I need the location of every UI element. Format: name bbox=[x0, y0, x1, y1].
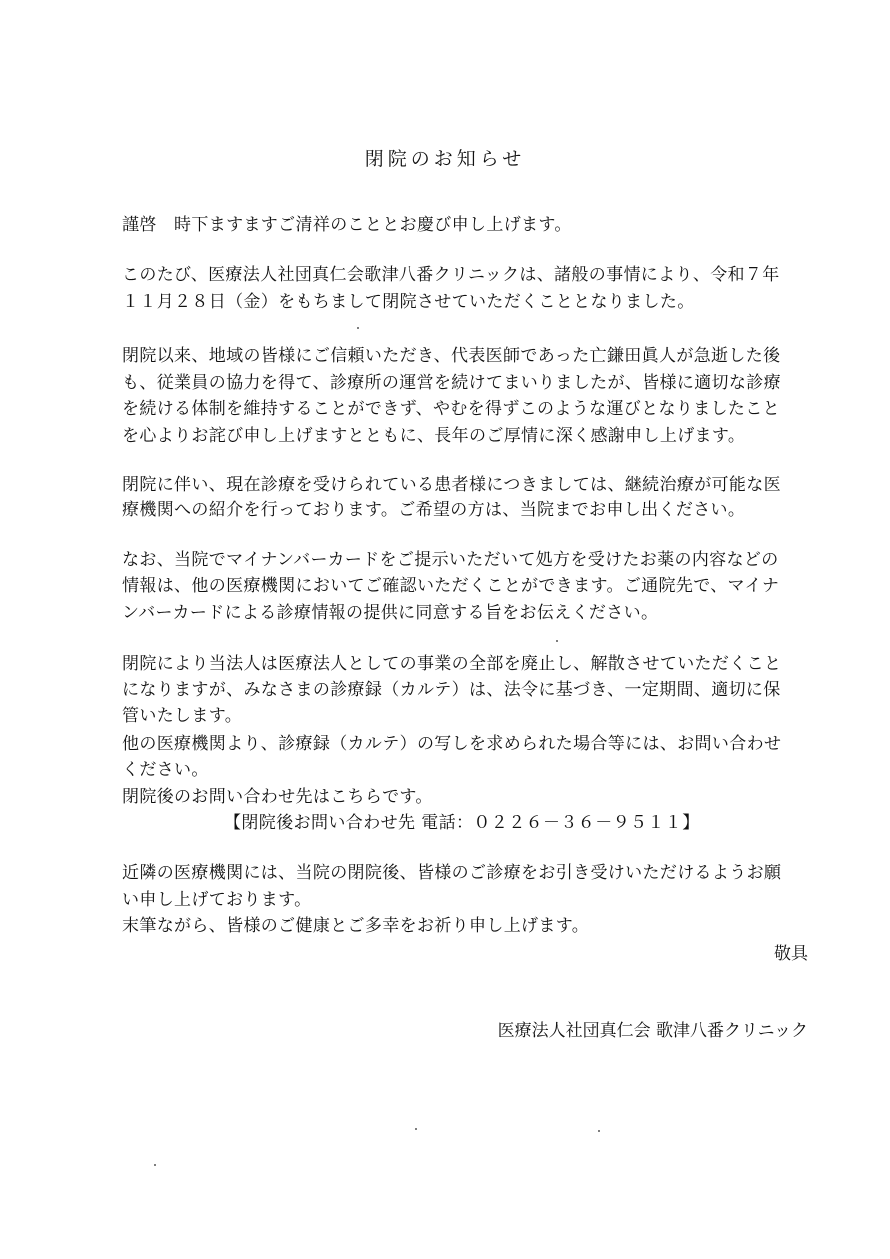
paragraph-4-line-1: なお、当院でマイナンバーカードをご提示いただいて処方を受けたお薬の内容などの bbox=[122, 550, 779, 570]
document-title: 閉院のお知らせ bbox=[364, 148, 526, 170]
contact-phone: 【閉院後お問い合わせ先 電話：０２２６－３６－９５１１】 bbox=[224, 813, 700, 833]
paragraph-5-line-2: になりますが、みなさまの診療録（カルテ）は、法令に基づき、一定期間、適切に保 bbox=[122, 680, 781, 700]
paragraph-5-line-3: 管いたします。 bbox=[122, 706, 243, 726]
closing-remark: 敬具 bbox=[774, 944, 808, 964]
paragraph-4-line-3: ンバーカードによる診療情報の提供に同意する旨をお伝えください。 bbox=[122, 603, 659, 623]
paragraph-6-line-3: 末筆ながら、皆様のご健康とご多幸をお祈り申し上げます。 bbox=[122, 916, 590, 936]
signature: 医療法人社団真仁会 歌津八番クリニック bbox=[497, 1021, 808, 1041]
paragraph-4-line-2: 情報は、他の医療機関においてご確認いただくことができます。ご通院先で、マイナ bbox=[122, 576, 780, 596]
paragraph-5-line-1: 閉院により当法人は医療法人としての事業の全部を廃止し、解散させていただくこと bbox=[122, 654, 782, 674]
scan-speck bbox=[556, 640, 558, 642]
greeting-line: 謹啓 時下ますますご清祥のこととお慶び申し上げます。 bbox=[122, 215, 572, 235]
paragraph-3-line-1: 閉院に伴い、現在診療を受けられている患者様につきましては、継続治療が可能な医 bbox=[122, 475, 781, 495]
scan-speck bbox=[415, 1128, 417, 1130]
paragraph-2-line-3: を続ける体制を維持することができず、やむを得ずこのような運びとなりましたこと bbox=[122, 399, 780, 419]
scan-speck bbox=[154, 1164, 156, 1166]
paragraph-6-line-2: い申し上げております。 bbox=[122, 890, 312, 910]
paragraph-2-line-4: を心よりお詫び申し上げますとともに、長年のご厚情に深く感謝申し上げます。 bbox=[122, 426, 746, 446]
paragraph-2-line-2: も、従業員の協力を得て、診療所の運営を続けてまいりましたが、皆様に適切な診療 bbox=[122, 373, 781, 393]
paragraph-5-line-6: 閉院後のお問い合わせ先はこちらです。 bbox=[122, 787, 433, 807]
scan-speck bbox=[357, 327, 359, 329]
scan-speck bbox=[598, 1130, 600, 1132]
paragraph-5-line-4: 他の医療機関より、診療録（カルテ）の写しを求められた場合等には、お問い合わせ bbox=[122, 734, 782, 754]
paragraph-2-line-1: 閉院以来、地域の皆様にご信頼いただき、代表医師であった亡鎌田眞人が急逝した後 bbox=[122, 346, 781, 366]
paragraph-5-line-5: ください。 bbox=[122, 760, 209, 780]
paragraph-1-line-1: このたび、医療法人社団真仁会歌津八番クリニックは、諸般の事情により、令和７年 bbox=[122, 265, 780, 285]
paragraph-6-line-1: 近隣の医療機関には、当院の閉院後、皆様のご診療をお引き受けいただけるようお願 bbox=[122, 863, 782, 883]
paragraph-1-line-2: １１月２８日（金）をもちまして閉院させていただくこととなりました。 bbox=[122, 292, 695, 312]
paragraph-3-line-2: 療機関への紹介を行っております。ご希望の方は、当院までお申し出ください。 bbox=[122, 500, 746, 520]
